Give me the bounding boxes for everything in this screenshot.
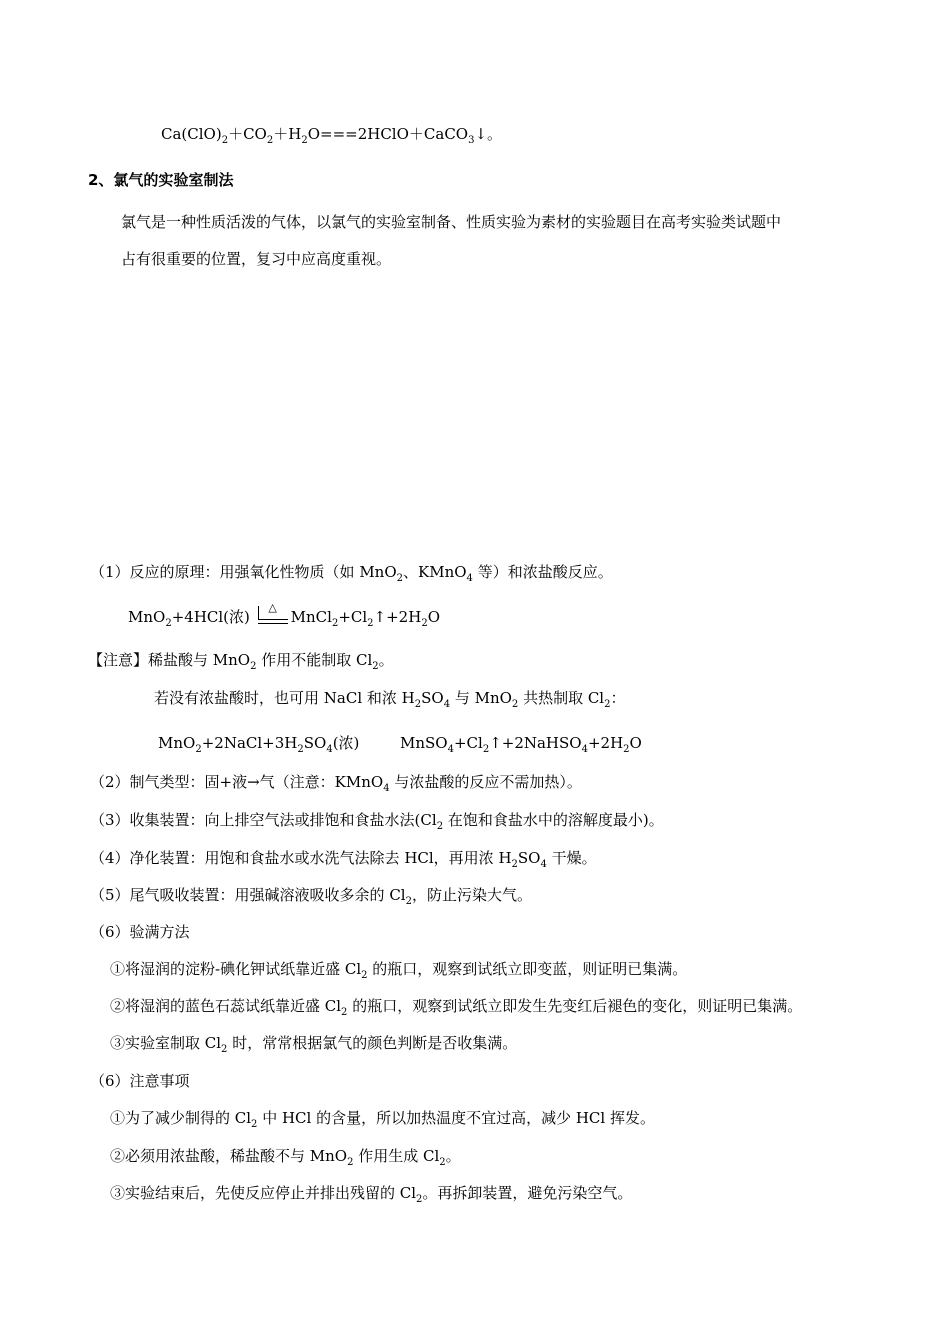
section-heading: 2、氯气的实验室制法 <box>88 171 234 189</box>
full-check-item-1: ①将湿润的淀粉-碘化钾试纸靠近盛 $Cl_2$ 的瓶口，观察到试纸立即变蓝，则证明已集满。 <box>110 960 688 981</box>
collection-device: （3）收集装置：向上排空气法或排饱和食盐水法($Cl_2$ 在饱和食盐水中的溶解度最小)。 <box>90 811 664 832</box>
precautions-heading: （6）注意事项 <box>90 1072 190 1090</box>
tail-gas-absorption: （5）尾气吸收装置：用强碱溶液吸收多余的 $Cl_2$，防止污染大气。 <box>90 886 532 907</box>
equation-mno2-hcl: MnO$_2$+4HCl(浓) △ $MnCl_2+Cl_2↑+2H_2O$ <box>128 601 440 629</box>
reaction-principle: （1）反应的原理：用强氧化性物质（如 MnO$_2$、KMnO$_4$ 等）和浓盐酸反应。 <box>90 563 613 584</box>
full-check-item-2: ②将湿润的蓝色石蕊试纸靠近盛 $Cl_2$ 的瓶口，观察到试纸立即发生先变红后褪色的变化，则证明已集满。 <box>110 997 803 1018</box>
alternative-method: 若没有浓盐酸时，也可用 NaCl 和浓 $H_2SO_4$ 与 MnO$_2$ 共热制取 $Cl_2$： <box>154 689 626 710</box>
full-check-heading: （6）验满方法 <box>90 923 190 941</box>
equation-calcium-hypochlorite: $Ca(ClO)_2+CO_2+H_2O===2HClO+CaCO_3↓$。 <box>161 125 503 146</box>
equation-nacl-left: $MnO_2+2NaCl+3H_2SO_4$(浓) <box>158 734 360 755</box>
purification-device: （4）净化装置：用饱和食盐水或水洗气法除去 HCl，再用浓 $H_2SO_4$ 干燥。 <box>90 849 597 870</box>
intro-paragraph-line-2: 占有很重要的位置，复习中应高度重视。 <box>121 250 392 268</box>
note-dilute-hcl: 【注意】稀盐酸与 MnO$_2$ 作用不能制取 $Cl_2$。 <box>88 651 394 672</box>
equation-nacl-right: $MnSO_4+Cl_2↑+2NaHSO_4+2H_2O$ <box>400 734 642 755</box>
precaution-item-1: ①为了减少制得的 $Cl_2$ 中 HCl 的含量，所以加热温度不宜过高，减少 HCl 挥发。 <box>110 1109 655 1130</box>
gas-type: （2）制气类型：固+液→气（注意：KMnO$_4$ 与浓盐酸的反应不需加热）。 <box>90 773 582 794</box>
precaution-item-3: ③实验结束后，先使反应停止并排出残留的 $Cl_2$。再拆卸装置，避免污染空气。 <box>110 1184 633 1205</box>
full-check-item-3: ③实验室制取 $Cl_2$ 时，常常根据氯气的颜色判断是否收集满。 <box>110 1034 518 1055</box>
heating-arrow-icon: △ <box>256 608 290 628</box>
precaution-item-2: ②必须用浓盐酸，稀盐酸不与 MnO$_2$ 作用生成 $Cl_2$。 <box>110 1147 461 1168</box>
intro-paragraph-line-1: 氯气是一种性质活泼的气体，以氯气的实验室制备、性质实验为素材的实验题目在高考实验类试题中 <box>121 213 782 231</box>
